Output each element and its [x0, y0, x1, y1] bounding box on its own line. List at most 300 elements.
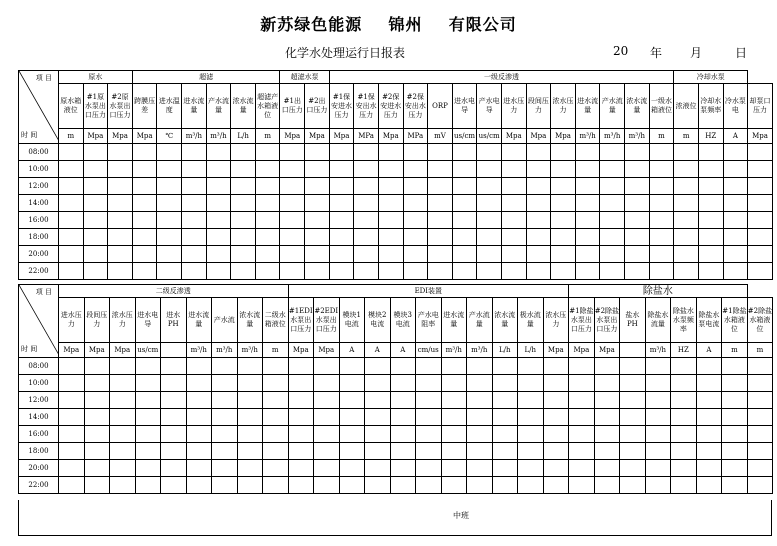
entry-cell[interactable]: [551, 195, 576, 212]
entry-cell[interactable]: [329, 144, 354, 161]
entry-cell[interactable]: [501, 195, 526, 212]
entry-cell[interactable]: [477, 178, 502, 195]
entry-cell[interactable]: [403, 229, 428, 246]
entry-cell[interactable]: [575, 246, 600, 263]
entry-cell[interactable]: [108, 161, 133, 178]
entry-cell[interactable]: [83, 144, 108, 161]
entry-cell[interactable]: [314, 426, 340, 443]
entry-cell[interactable]: [671, 443, 697, 460]
entry-cell[interactable]: [206, 161, 231, 178]
entry-cell[interactable]: [206, 263, 231, 280]
entry-cell[interactable]: [722, 443, 748, 460]
entry-cell[interactable]: [305, 178, 330, 195]
entry-cell[interactable]: [518, 358, 544, 375]
entry-cell[interactable]: [698, 229, 723, 246]
entry-cell[interactable]: [674, 178, 699, 195]
entry-cell[interactable]: [132, 246, 157, 263]
entry-cell[interactable]: [354, 229, 379, 246]
entry-cell[interactable]: [600, 263, 625, 280]
entry-cell[interactable]: [157, 178, 182, 195]
entry-cell[interactable]: [255, 229, 280, 246]
entry-cell[interactable]: [649, 212, 674, 229]
entry-cell[interactable]: [305, 263, 330, 280]
entry-cell[interactable]: [467, 426, 493, 443]
entry-cell[interactable]: [492, 460, 518, 477]
entry-cell[interactable]: [575, 212, 600, 229]
entry-cell[interactable]: [339, 409, 365, 426]
entry-cell[interactable]: [416, 409, 442, 426]
entry-cell[interactable]: [263, 375, 289, 392]
entry-cell[interactable]: [452, 229, 477, 246]
entry-cell[interactable]: [329, 229, 354, 246]
entry-cell[interactable]: [748, 178, 773, 195]
entry-cell[interactable]: [575, 178, 600, 195]
entry-cell[interactable]: [84, 460, 110, 477]
entry-cell[interactable]: [645, 460, 671, 477]
entry-cell[interactable]: [378, 212, 403, 229]
entry-cell[interactable]: [132, 178, 157, 195]
entry-cell[interactable]: [477, 229, 502, 246]
entry-cell[interactable]: [161, 375, 187, 392]
entry-cell[interactable]: [354, 144, 379, 161]
entry-cell[interactable]: [339, 358, 365, 375]
entry-cell[interactable]: [186, 426, 212, 443]
entry-cell[interactable]: [132, 161, 157, 178]
entry-cell[interactable]: [649, 144, 674, 161]
entry-cell[interactable]: [526, 246, 551, 263]
entry-cell[interactable]: [748, 144, 773, 161]
entry-cell[interactable]: [237, 443, 263, 460]
entry-cell[interactable]: [288, 392, 314, 409]
entry-cell[interactable]: [526, 144, 551, 161]
entry-cell[interactable]: [649, 178, 674, 195]
entry-cell[interactable]: [543, 443, 569, 460]
entry-cell[interactable]: [748, 263, 773, 280]
entry-cell[interactable]: [365, 358, 391, 375]
entry-cell[interactable]: [722, 409, 748, 426]
entry-cell[interactable]: [569, 443, 595, 460]
entry-cell[interactable]: [354, 212, 379, 229]
entry-cell[interactable]: [255, 246, 280, 263]
entry-cell[interactable]: [59, 229, 84, 246]
entry-cell[interactable]: [255, 161, 280, 178]
entry-cell[interactable]: [110, 358, 136, 375]
entry-cell[interactable]: [231, 161, 256, 178]
entry-cell[interactable]: [390, 426, 416, 443]
entry-cell[interactable]: [477, 246, 502, 263]
entry-cell[interactable]: [182, 161, 207, 178]
entry-cell[interactable]: [645, 477, 671, 494]
entry-cell[interactable]: [280, 144, 305, 161]
entry-cell[interactable]: [255, 212, 280, 229]
entry-cell[interactable]: [83, 195, 108, 212]
entry-cell[interactable]: [748, 195, 773, 212]
entry-cell[interactable]: [625, 246, 650, 263]
entry-cell[interactable]: [83, 246, 108, 263]
entry-cell[interactable]: [339, 477, 365, 494]
entry-cell[interactable]: [551, 212, 576, 229]
entry-cell[interactable]: [543, 392, 569, 409]
entry-cell[interactable]: [365, 426, 391, 443]
entry-cell[interactable]: [157, 212, 182, 229]
entry-cell[interactable]: [416, 460, 442, 477]
entry-cell[interactable]: [390, 443, 416, 460]
entry-cell[interactable]: [441, 375, 467, 392]
entry-cell[interactable]: [649, 161, 674, 178]
entry-cell[interactable]: [186, 460, 212, 477]
entry-cell[interactable]: [543, 358, 569, 375]
entry-cell[interactable]: [723, 263, 748, 280]
entry-cell[interactable]: [722, 460, 748, 477]
entry-cell[interactable]: [625, 195, 650, 212]
entry-cell[interactable]: [237, 358, 263, 375]
entry-cell[interactable]: [492, 443, 518, 460]
entry-cell[interactable]: [84, 392, 110, 409]
entry-cell[interactable]: [722, 477, 748, 494]
entry-cell[interactable]: [625, 161, 650, 178]
entry-cell[interactable]: [288, 477, 314, 494]
entry-cell[interactable]: [518, 392, 544, 409]
entry-cell[interactable]: [280, 161, 305, 178]
entry-cell[interactable]: [135, 443, 161, 460]
entry-cell[interactable]: [600, 195, 625, 212]
entry-cell[interactable]: [452, 144, 477, 161]
entry-cell[interactable]: [84, 477, 110, 494]
entry-cell[interactable]: [186, 358, 212, 375]
entry-cell[interactable]: [747, 477, 773, 494]
entry-cell[interactable]: [698, 161, 723, 178]
entry-cell[interactable]: [452, 263, 477, 280]
entry-cell[interactable]: [365, 375, 391, 392]
entry-cell[interactable]: [157, 195, 182, 212]
entry-cell[interactable]: [696, 477, 722, 494]
entry-cell[interactable]: [551, 246, 576, 263]
entry-cell[interactable]: [748, 161, 773, 178]
entry-cell[interactable]: [314, 358, 340, 375]
entry-cell[interactable]: [526, 229, 551, 246]
entry-cell[interactable]: [441, 460, 467, 477]
entry-cell[interactable]: [83, 178, 108, 195]
entry-cell[interactable]: [263, 477, 289, 494]
entry-cell[interactable]: [518, 375, 544, 392]
entry-cell[interactable]: [543, 426, 569, 443]
entry-cell[interactable]: [135, 392, 161, 409]
entry-cell[interactable]: [83, 161, 108, 178]
entry-cell[interactable]: [501, 229, 526, 246]
entry-cell[interactable]: [526, 178, 551, 195]
entry-cell[interactable]: [135, 426, 161, 443]
entry-cell[interactable]: [390, 460, 416, 477]
entry-cell[interactable]: [518, 426, 544, 443]
entry-cell[interactable]: [722, 375, 748, 392]
entry-cell[interactable]: [59, 477, 85, 494]
entry-cell[interactable]: [314, 409, 340, 426]
entry-cell[interactable]: [288, 443, 314, 460]
entry-cell[interactable]: [288, 409, 314, 426]
entry-cell[interactable]: [132, 263, 157, 280]
entry-cell[interactable]: [594, 443, 620, 460]
entry-cell[interactable]: [477, 212, 502, 229]
entry-cell[interactable]: [645, 392, 671, 409]
entry-cell[interactable]: [671, 375, 697, 392]
entry-cell[interactable]: [329, 161, 354, 178]
entry-cell[interactable]: [698, 263, 723, 280]
entry-cell[interactable]: [569, 392, 595, 409]
entry-cell[interactable]: [452, 246, 477, 263]
entry-cell[interactable]: [467, 392, 493, 409]
entry-cell[interactable]: [110, 460, 136, 477]
entry-cell[interactable]: [569, 409, 595, 426]
entry-cell[interactable]: [157, 229, 182, 246]
entry-cell[interactable]: [108, 178, 133, 195]
entry-cell[interactable]: [723, 144, 748, 161]
entry-cell[interactable]: [569, 358, 595, 375]
entry-cell[interactable]: [365, 443, 391, 460]
entry-cell[interactable]: [59, 443, 85, 460]
entry-cell[interactable]: [645, 426, 671, 443]
entry-cell[interactable]: [403, 246, 428, 263]
entry-cell[interactable]: [263, 409, 289, 426]
entry-cell[interactable]: [263, 426, 289, 443]
entry-cell[interactable]: [748, 212, 773, 229]
entry-cell[interactable]: [108, 263, 133, 280]
entry-cell[interactable]: [452, 178, 477, 195]
entry-cell[interactable]: [339, 426, 365, 443]
entry-cell[interactable]: [543, 409, 569, 426]
entry-cell[interactable]: [747, 375, 773, 392]
entry-cell[interactable]: [698, 195, 723, 212]
entry-cell[interactable]: [231, 144, 256, 161]
entry-cell[interactable]: [723, 178, 748, 195]
entry-cell[interactable]: [161, 443, 187, 460]
entry-cell[interactable]: [157, 144, 182, 161]
entry-cell[interactable]: [339, 443, 365, 460]
entry-cell[interactable]: [671, 392, 697, 409]
entry-cell[interactable]: [59, 212, 84, 229]
entry-cell[interactable]: [722, 358, 748, 375]
entry-cell[interactable]: [594, 460, 620, 477]
entry-cell[interactable]: [569, 426, 595, 443]
entry-cell[interactable]: [390, 375, 416, 392]
entry-cell[interactable]: [186, 477, 212, 494]
entry-cell[interactable]: [157, 246, 182, 263]
entry-cell[interactable]: [594, 477, 620, 494]
entry-cell[interactable]: [59, 144, 84, 161]
entry-cell[interactable]: [747, 358, 773, 375]
entry-cell[interactable]: [620, 426, 646, 443]
entry-cell[interactable]: [441, 477, 467, 494]
entry-cell[interactable]: [428, 229, 453, 246]
entry-cell[interactable]: [501, 178, 526, 195]
entry-cell[interactable]: [416, 392, 442, 409]
entry-cell[interactable]: [206, 229, 231, 246]
entry-cell[interactable]: [671, 409, 697, 426]
entry-cell[interactable]: [161, 426, 187, 443]
entry-cell[interactable]: [575, 144, 600, 161]
entry-cell[interactable]: [110, 409, 136, 426]
entry-cell[interactable]: [441, 358, 467, 375]
entry-cell[interactable]: [543, 375, 569, 392]
entry-cell[interactable]: [212, 460, 238, 477]
entry-cell[interactable]: [365, 392, 391, 409]
entry-cell[interactable]: [569, 477, 595, 494]
entry-cell[interactable]: [108, 144, 133, 161]
entry-cell[interactable]: [649, 195, 674, 212]
entry-cell[interactable]: [59, 246, 84, 263]
entry-cell[interactable]: [551, 144, 576, 161]
entry-cell[interactable]: [378, 144, 403, 161]
entry-cell[interactable]: [492, 375, 518, 392]
entry-cell[interactable]: [492, 392, 518, 409]
entry-cell[interactable]: [416, 477, 442, 494]
entry-cell[interactable]: [182, 195, 207, 212]
entry-cell[interactable]: [428, 178, 453, 195]
entry-cell[interactable]: [428, 212, 453, 229]
entry-cell[interactable]: [620, 409, 646, 426]
entry-cell[interactable]: [84, 375, 110, 392]
entry-cell[interactable]: [467, 409, 493, 426]
entry-cell[interactable]: [543, 477, 569, 494]
entry-cell[interactable]: [84, 409, 110, 426]
entry-cell[interactable]: [477, 263, 502, 280]
entry-cell[interactable]: [161, 460, 187, 477]
entry-cell[interactable]: [263, 358, 289, 375]
entry-cell[interactable]: [428, 161, 453, 178]
entry-cell[interactable]: [182, 212, 207, 229]
entry-cell[interactable]: [378, 229, 403, 246]
entry-cell[interactable]: [182, 178, 207, 195]
entry-cell[interactable]: [132, 195, 157, 212]
entry-cell[interactable]: [625, 229, 650, 246]
entry-cell[interactable]: [288, 375, 314, 392]
entry-cell[interactable]: [403, 195, 428, 212]
entry-cell[interactable]: [645, 358, 671, 375]
entry-cell[interactable]: [428, 246, 453, 263]
entry-cell[interactable]: [161, 358, 187, 375]
entry-cell[interactable]: [696, 443, 722, 460]
entry-cell[interactable]: [206, 246, 231, 263]
entry-cell[interactable]: [671, 358, 697, 375]
entry-cell[interactable]: [428, 195, 453, 212]
entry-cell[interactable]: [492, 358, 518, 375]
entry-cell[interactable]: [696, 460, 722, 477]
entry-cell[interactable]: [135, 460, 161, 477]
entry-cell[interactable]: [378, 263, 403, 280]
entry-cell[interactable]: [526, 263, 551, 280]
entry-cell[interactable]: [575, 229, 600, 246]
entry-cell[interactable]: [543, 460, 569, 477]
entry-cell[interactable]: [305, 195, 330, 212]
entry-cell[interactable]: [696, 358, 722, 375]
entry-cell[interactable]: [518, 409, 544, 426]
entry-cell[interactable]: [696, 392, 722, 409]
entry-cell[interactable]: [403, 178, 428, 195]
entry-cell[interactable]: [329, 246, 354, 263]
entry-cell[interactable]: [135, 409, 161, 426]
entry-cell[interactable]: [698, 246, 723, 263]
entry-cell[interactable]: [696, 426, 722, 443]
entry-cell[interactable]: [212, 426, 238, 443]
entry-cell[interactable]: [674, 212, 699, 229]
entry-cell[interactable]: [280, 263, 305, 280]
entry-cell[interactable]: [135, 358, 161, 375]
entry-cell[interactable]: [674, 263, 699, 280]
entry-cell[interactable]: [575, 161, 600, 178]
entry-cell[interactable]: [477, 144, 502, 161]
entry-cell[interactable]: [263, 443, 289, 460]
entry-cell[interactable]: [747, 409, 773, 426]
entry-cell[interactable]: [723, 229, 748, 246]
entry-cell[interactable]: [467, 443, 493, 460]
entry-cell[interactable]: [365, 477, 391, 494]
entry-cell[interactable]: [231, 178, 256, 195]
entry-cell[interactable]: [698, 212, 723, 229]
entry-cell[interactable]: [575, 195, 600, 212]
entry-cell[interactable]: [305, 246, 330, 263]
entry-cell[interactable]: [288, 460, 314, 477]
entry-cell[interactable]: [186, 375, 212, 392]
entry-cell[interactable]: [329, 195, 354, 212]
entry-cell[interactable]: [365, 460, 391, 477]
entry-cell[interactable]: [501, 161, 526, 178]
entry-cell[interactable]: [110, 477, 136, 494]
entry-cell[interactable]: [212, 443, 238, 460]
entry-cell[interactable]: [59, 426, 85, 443]
entry-cell[interactable]: [620, 443, 646, 460]
entry-cell[interactable]: [403, 212, 428, 229]
entry-cell[interactable]: [600, 212, 625, 229]
entry-cell[interactable]: [747, 426, 773, 443]
entry-cell[interactable]: [231, 229, 256, 246]
entry-cell[interactable]: [135, 477, 161, 494]
entry-cell[interactable]: [237, 477, 263, 494]
entry-cell[interactable]: [518, 477, 544, 494]
entry-cell[interactable]: [354, 263, 379, 280]
entry-cell[interactable]: [157, 263, 182, 280]
entry-cell[interactable]: [594, 409, 620, 426]
entry-cell[interactable]: [747, 460, 773, 477]
entry-cell[interactable]: [403, 144, 428, 161]
entry-cell[interactable]: [84, 426, 110, 443]
entry-cell[interactable]: [314, 392, 340, 409]
entry-cell[interactable]: [110, 392, 136, 409]
entry-cell[interactable]: [329, 178, 354, 195]
entry-cell[interactable]: [378, 195, 403, 212]
entry-cell[interactable]: [625, 212, 650, 229]
entry-cell[interactable]: [182, 246, 207, 263]
entry-cell[interactable]: [354, 178, 379, 195]
entry-cell[interactable]: [575, 263, 600, 280]
entry-cell[interactable]: [416, 358, 442, 375]
entry-cell[interactable]: [569, 375, 595, 392]
entry-cell[interactable]: [161, 392, 187, 409]
entry-cell[interactable]: [255, 144, 280, 161]
entry-cell[interactable]: [467, 375, 493, 392]
entry-cell[interactable]: [59, 358, 85, 375]
entry-cell[interactable]: [452, 212, 477, 229]
entry-cell[interactable]: [263, 392, 289, 409]
entry-cell[interactable]: [84, 358, 110, 375]
entry-cell[interactable]: [698, 144, 723, 161]
entry-cell[interactable]: [186, 409, 212, 426]
entry-cell[interactable]: [182, 229, 207, 246]
entry-cell[interactable]: [501, 212, 526, 229]
entry-cell[interactable]: [403, 263, 428, 280]
entry-cell[interactable]: [674, 229, 699, 246]
entry-cell[interactable]: [649, 246, 674, 263]
entry-cell[interactable]: [161, 409, 187, 426]
entry-cell[interactable]: [477, 195, 502, 212]
